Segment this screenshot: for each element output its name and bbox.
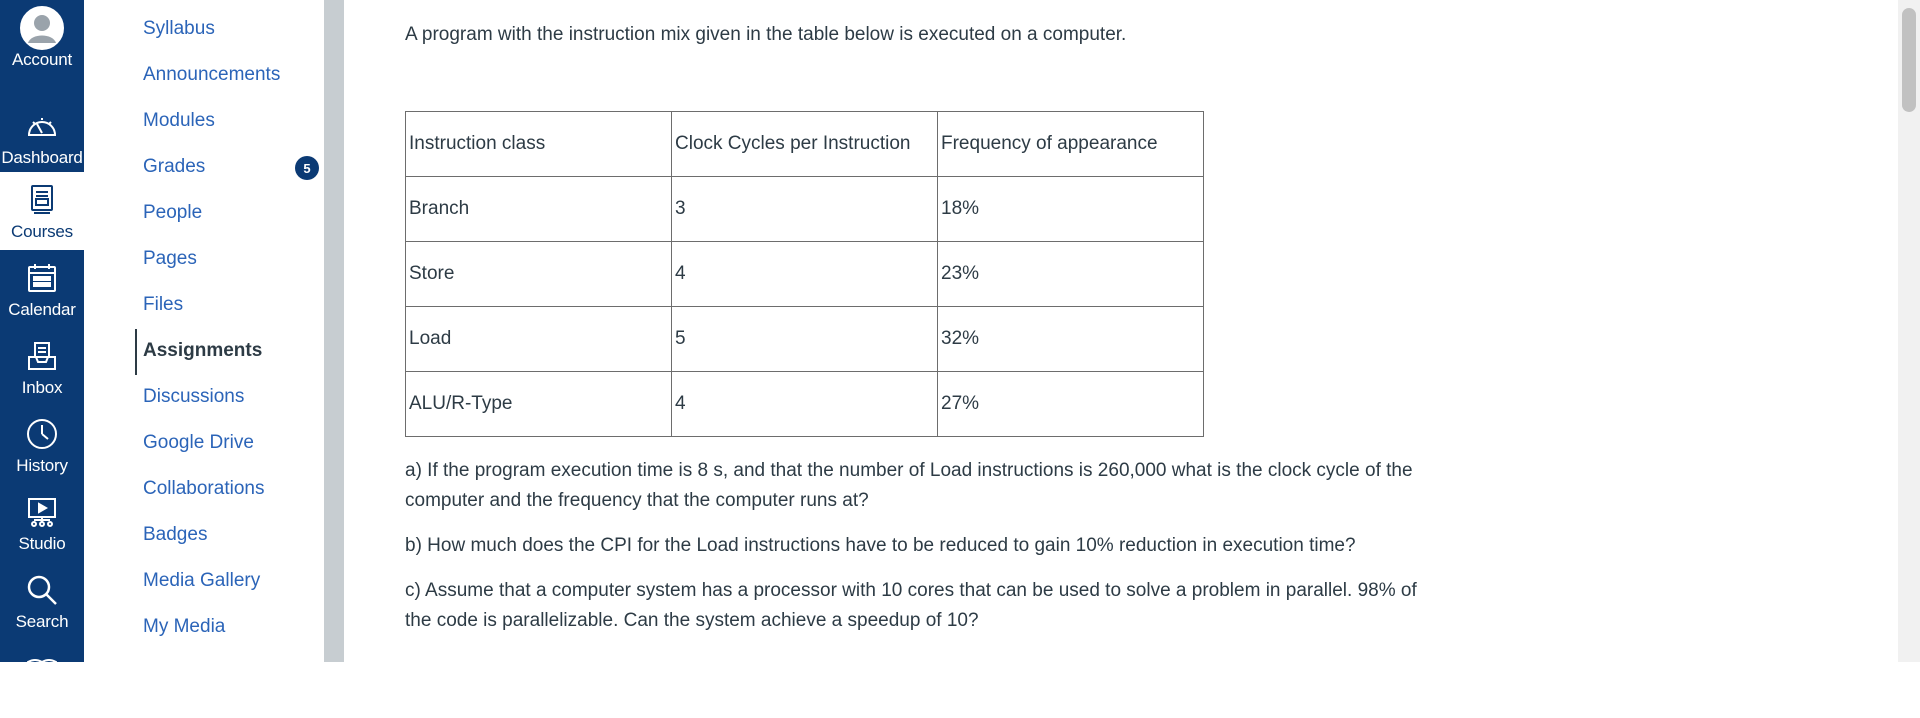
course-navigation — [84, 0, 324, 662]
table-row — [406, 242, 1204, 307]
history-clock-icon — [18, 412, 66, 456]
question-a-line-2: computer and the frequency that the computer runs at? — [405, 490, 869, 511]
course-nav-google-drive[interactable]: Google Drive — [143, 432, 254, 453]
table-cell: 27% — [938, 372, 1204, 437]
global-nav-more[interactable] — [0, 640, 84, 718]
global-nav-label: Calendar — [8, 300, 76, 319]
course-nav-people[interactable]: People — [143, 202, 203, 223]
global-nav-label: Search — [15, 612, 69, 631]
global-navigation — [0, 0, 84, 662]
table-header-cell: Clock Cycles per Instruction — [672, 112, 938, 177]
global-nav-courses[interactable] — [0, 172, 84, 250]
course-nav-modules[interactable]: Modules — [143, 110, 215, 131]
table-cell: Store — [406, 242, 672, 307]
table-row — [406, 307, 1204, 372]
table-header-row — [406, 112, 1204, 177]
page-scrollbar[interactable] — [1898, 0, 1920, 662]
table-header-cell: Frequency of appearance — [938, 112, 1204, 177]
table-cell: Load — [406, 307, 672, 372]
global-nav-label: History — [16, 456, 68, 475]
intro-text: A program with the instruction mix given in the table below is executed on a computer. — [405, 24, 1127, 45]
course-nav-media-gallery[interactable]: Media Gallery — [143, 570, 261, 591]
courses-book-icon — [18, 178, 66, 222]
scrollbar-thumb[interactable] — [1902, 8, 1916, 112]
global-nav-studio[interactable] — [0, 484, 84, 562]
course-nav-badges[interactable]: Badges — [143, 524, 208, 545]
global-nav-label: Courses — [11, 222, 73, 241]
book-open-icon — [18, 646, 66, 690]
assignment-content — [405, 0, 1855, 662]
table-row — [406, 372, 1204, 437]
global-nav-label: Dashboard — [1, 148, 83, 167]
course-nav-files[interactable]: Files — [143, 294, 184, 315]
table-cell: Branch — [406, 177, 672, 242]
studio-icon — [18, 490, 66, 534]
course-nav-my-media[interactable]: My Media — [143, 616, 226, 637]
table-row — [406, 177, 1204, 242]
search-icon — [18, 568, 66, 612]
question-c-line-1: c) Assume that a computer system has a processor with 10 cores that can be used to solve a problem in parallel. 98% of — [405, 580, 1417, 601]
global-nav-account[interactable] — [0, 0, 84, 78]
inbox-icon — [18, 334, 66, 378]
table-cell: 32% — [938, 307, 1204, 372]
active-item-indicator — [135, 329, 137, 375]
course-nav-announcements[interactable]: Announcements — [143, 64, 281, 85]
course-nav-discussions[interactable]: Discussions — [143, 386, 245, 407]
global-nav-calendar[interactable] — [0, 250, 84, 328]
course-nav-collaborations[interactable]: Collaborations — [143, 478, 265, 499]
global-nav-label: Account — [11, 50, 73, 69]
question-a-line-1: a) If the program execution time is 8 s, and that the number of Load instructions is 260,000 what is the clock cycle of the — [405, 460, 1413, 481]
table-cell: 4 — [672, 242, 938, 307]
account-avatar-icon — [18, 6, 66, 50]
global-nav-label: Inbox — [21, 378, 63, 397]
course-nav-pages[interactable]: Pages — [143, 248, 197, 269]
instruction-mix-table — [405, 111, 1204, 437]
dashboard-gauge-icon — [18, 104, 66, 148]
grades-count-badge: 5 — [295, 156, 319, 180]
table-cell: 23% — [938, 242, 1204, 307]
global-nav-label: Studio — [18, 534, 66, 553]
table-header-cell: Instruction class — [406, 112, 672, 177]
table-cell: 18% — [938, 177, 1204, 242]
global-nav-search[interactable] — [0, 562, 84, 640]
table-cell: 5 — [672, 307, 938, 372]
table-cell: 3 — [672, 177, 938, 242]
course-nav-syllabus[interactable]: Syllabus — [143, 18, 215, 39]
question-b: b) How much does the CPI for the Load instructions have to be reduced to gain 10% reduction in execution time? — [405, 535, 1356, 556]
course-nav-grades[interactable]: Grades — [143, 156, 206, 177]
calendar-icon — [18, 256, 66, 300]
global-nav-history[interactable] — [0, 406, 84, 484]
course-nav-divider — [324, 0, 344, 662]
question-c-line-2: the code is parallelizable. Can the system achieve a speedup of 10? — [405, 610, 979, 631]
global-nav-inbox[interactable] — [0, 328, 84, 406]
table-cell: ALU/R-Type — [406, 372, 672, 437]
table-cell: 4 — [672, 372, 938, 437]
course-nav-assignments[interactable]: Assignments — [143, 340, 263, 361]
global-nav-dashboard[interactable] — [0, 98, 84, 176]
